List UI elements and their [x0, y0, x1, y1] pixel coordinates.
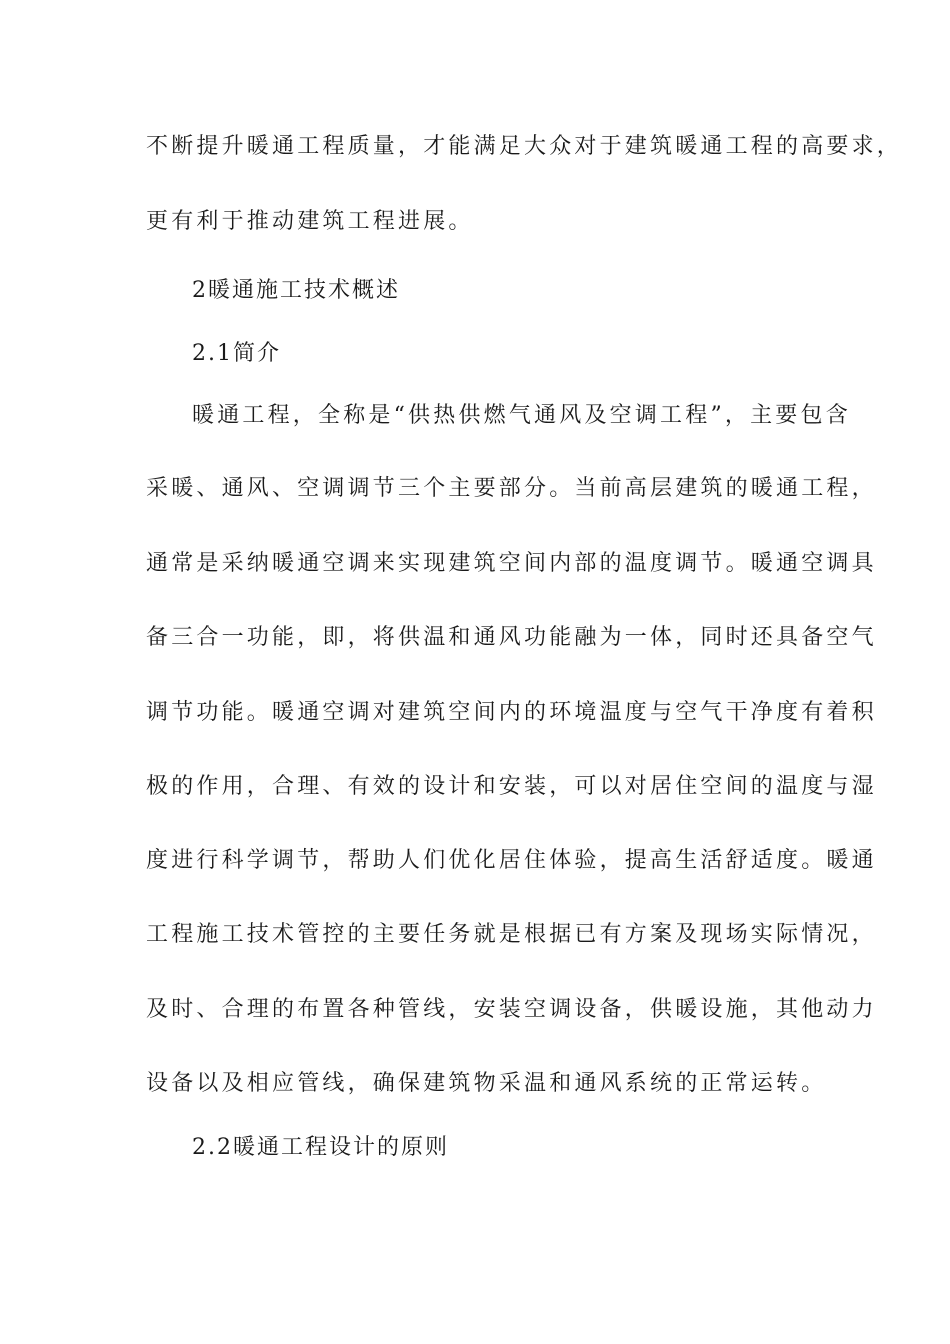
subsection-heading: 2.1简介 — [192, 341, 281, 366]
paragraph-line: 设备以及相应管线，确保建筑物采温和通风系统的正常运转。 — [146, 1071, 827, 1096]
paragraph-line: 不断提升暖通工程质量，才能满足大众对于建筑暖通工程的高要求， — [146, 134, 903, 159]
paragraph-line: 调节功能。暖通空调对建筑空间内的环境温度与空气干净度有着积 — [146, 700, 877, 725]
paragraph-line: 极的作用，合理、有效的设计和安装，可以对居住空间的温度与湿 — [146, 774, 877, 799]
subsection-heading: 2.2暖通工程设计的原则 — [192, 1135, 449, 1160]
paragraph-line: 采暖、通风、空调调节三个主要部分。当前高层建筑的暖通工程， — [146, 476, 877, 501]
paragraph-line: 度进行科学调节，帮助人们优化居住体验，提高生活舒适度。暖通 — [146, 848, 877, 873]
section-heading: 2暖通施工技术概述 — [192, 278, 400, 303]
paragraph-line: 更有利于推动建筑工程进展。 — [146, 209, 474, 234]
paragraph-line: 及时、合理的布置各种管线，安装空调设备，供暖设施，其他动力 — [146, 997, 877, 1022]
paragraph-line: 备三合一功能，即，将供温和通风功能融为一体，同时还具备空气 — [146, 625, 877, 650]
paragraph-line: 工程施工技术管控的主要任务就是根据已有方案及现场实际情况， — [146, 922, 877, 947]
paragraph-line: 暖通工程，全称是“供热供燃气通风及空调工程”，主要包含 — [192, 403, 851, 428]
paragraph-line: 通常是采纳暖通空调来实现建筑空间内部的温度调节。暖通空调具 — [146, 551, 877, 576]
